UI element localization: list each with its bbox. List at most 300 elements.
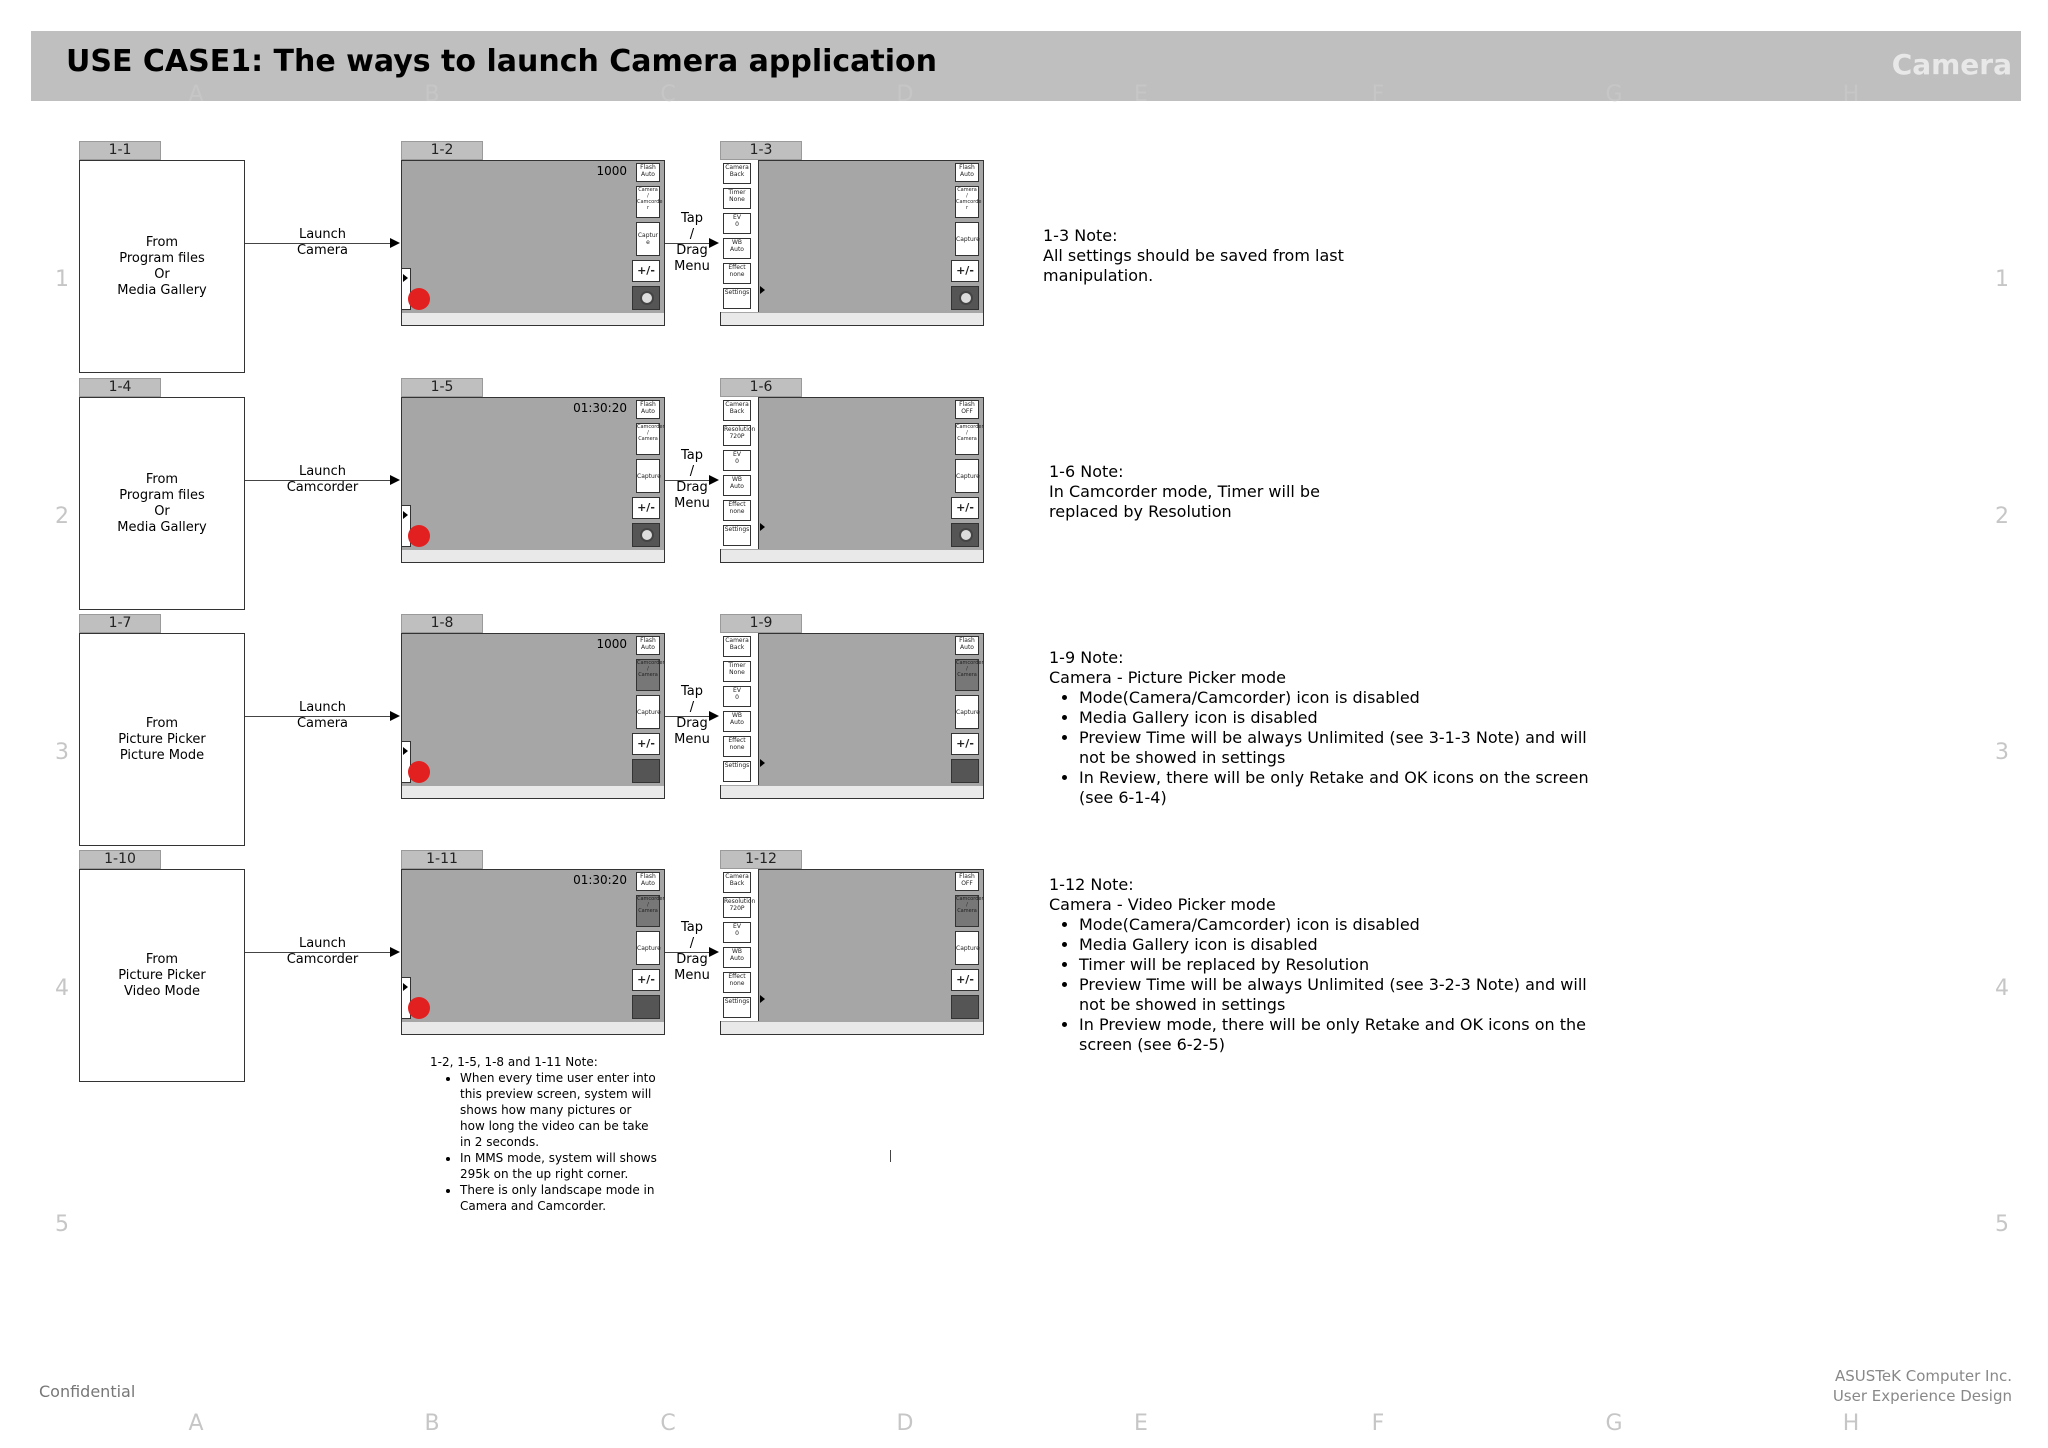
text-line: r: [646, 205, 650, 211]
frame-tab: 1-5: [401, 378, 483, 397]
text-line: Flash: [640, 401, 656, 408]
text-line: Resolution: [724, 898, 756, 905]
capture-button[interactable]: [636, 459, 660, 493]
column-letter-c: C: [660, 1411, 676, 1436]
text-line: Video Mode: [124, 983, 200, 999]
menu-item-wb[interactable]: [723, 711, 751, 732]
gallery-thumbnail-disabled: [951, 995, 979, 1019]
menu-item-camera[interactable]: [723, 163, 751, 184]
screen-bottom-bar: [720, 313, 984, 326]
preview-note: [430, 1054, 660, 1214]
note-title: 1-9 Note:: [1049, 648, 1124, 667]
frame-tab: 1-9: [720, 614, 802, 633]
text-line: Menu: [674, 259, 710, 274]
mode-switch-button[interactable]: [955, 186, 982, 218]
drawer-arrow-icon: [760, 759, 765, 767]
mode-switch-button[interactable]: [636, 186, 663, 218]
exposure-button[interactable]: +/-: [632, 969, 660, 991]
text-line: /: [966, 430, 968, 436]
drawer-arrow-icon: [760, 286, 765, 294]
column-letter-h: H: [1842, 1411, 1860, 1436]
flash-button[interactable]: [636, 163, 660, 182]
note-line: Camera - Video Picker mode: [1049, 895, 1276, 914]
flash-button[interactable]: [955, 163, 979, 182]
text-cursor: [890, 1150, 891, 1162]
text-line: Resolution: [724, 426, 756, 433]
drawer-arrow-icon: [403, 747, 408, 755]
text-line: Settings: [724, 762, 750, 769]
text-line: Auto: [641, 408, 655, 415]
text-line: /: [689, 227, 695, 242]
text-line: Auto: [641, 880, 655, 887]
frame-tab: 1-7: [79, 614, 161, 633]
menu-item-wb[interactable]: [723, 238, 751, 259]
note-1-3: [1043, 226, 1603, 286]
text-line: Capture: [956, 708, 980, 716]
remaining-counter: 01:30:20: [573, 873, 627, 887]
screen-bottom-bar: [401, 1022, 665, 1035]
screen-bottom-bar: [720, 786, 984, 799]
text-line: Camcorder: [956, 896, 984, 902]
row-number-5: 5: [1995, 1212, 2009, 1237]
menu-item-timer[interactable]: [723, 188, 751, 209]
note-title: 1-12 Note:: [1049, 875, 1134, 894]
text-line: /: [647, 666, 649, 672]
text-line: Program files: [119, 250, 205, 266]
text-line: /: [647, 430, 649, 436]
text-line: Camera: [638, 436, 658, 442]
text-line: Camera: [725, 164, 749, 171]
text-line: Menu: [674, 968, 710, 983]
gallery-thumbnail[interactable]: [632, 286, 660, 310]
text-line: Flash: [959, 873, 975, 880]
text-line: From: [145, 471, 179, 487]
note-title: 1-3 Note:: [1043, 226, 1118, 245]
menu-item-effect[interactable]: [723, 736, 751, 757]
drawer-arrow-icon: [760, 995, 765, 1003]
text-line: 720P: [729, 905, 745, 912]
flash-button[interactable]: [636, 872, 660, 891]
menu-item-settings[interactable]: [723, 761, 751, 782]
text-line: Camera: [957, 672, 977, 678]
text-line: Launch: [298, 700, 347, 715]
text-line: Captur: [637, 232, 659, 239]
text-line: Auto: [730, 246, 744, 253]
column-letter-d: D: [896, 1411, 914, 1436]
text-line: Camera: [638, 187, 658, 193]
column-letter-g: G: [1605, 82, 1623, 107]
text-line: WB: [731, 239, 743, 246]
drawer-arrow-icon: [403, 983, 408, 991]
text-line: Launch: [298, 464, 347, 479]
capture-button[interactable]: [955, 695, 979, 729]
menu-item-ev[interactable]: [723, 450, 751, 471]
text-line: none: [729, 271, 745, 278]
text-line: Launch: [298, 936, 347, 951]
mode-switch-button: [955, 659, 984, 691]
text-line: Flash: [640, 164, 656, 171]
menu-item-wb[interactable]: [723, 475, 751, 496]
text-line: 0: [735, 930, 739, 937]
camera-lens-icon: [640, 528, 654, 542]
text-line: Camera: [957, 187, 977, 193]
menu-item-resolution[interactable]: [723, 425, 756, 446]
text-line: r: [965, 205, 969, 211]
text-line: Camera: [638, 672, 658, 678]
menu-item-ev[interactable]: [723, 922, 751, 943]
column-letter-e: E: [1134, 82, 1148, 107]
note-bullet: • Media Gallery icon is disabled: [1079, 935, 1609, 955]
text-line: Effect: [728, 501, 746, 508]
text-line: Camcorder: [637, 660, 665, 666]
launch-connector-label: [245, 227, 400, 259]
note-bullets: [1049, 688, 1609, 808]
menu-item-effect[interactable]: [723, 972, 751, 993]
menu-item-camera[interactable]: [723, 636, 751, 657]
text-line: Effect: [728, 264, 746, 271]
row-number-2: 2: [55, 504, 69, 529]
row-number-1: 1: [1995, 267, 2009, 292]
frame-tab: 1-2: [401, 141, 483, 160]
note-line: Camera - Picture Picker mode: [1049, 668, 1286, 687]
exposure-button[interactable]: +/-: [951, 733, 979, 755]
frame-tab: 1-8: [401, 614, 483, 633]
text-line: Camera: [725, 637, 749, 644]
source-text: [117, 472, 206, 536]
text-line: Capture: [637, 708, 661, 716]
column-letter-d: D: [896, 82, 914, 107]
capture-button[interactable]: [955, 931, 979, 965]
text-line: Timer: [728, 189, 746, 196]
text-line: WB: [731, 712, 743, 719]
note-line: replaced by Resolution: [1049, 502, 1232, 521]
text-line: Media Gallery: [117, 282, 207, 298]
text-line: Camcorder: [286, 952, 359, 967]
gallery-thumbnail-disabled: [632, 995, 660, 1019]
capture-button[interactable]: [955, 222, 979, 256]
text-line: Back: [729, 408, 745, 415]
capture-button[interactable]: [636, 695, 660, 729]
footer-company: [1833, 1366, 2012, 1406]
preview-note-bullet: • In MMS mode, system will shows 295k on the up right corner.: [460, 1150, 660, 1182]
text-line: Picture Picker: [118, 967, 206, 983]
text-line: Capture: [956, 944, 980, 952]
text-line: Back: [729, 171, 745, 178]
gallery-thumbnail[interactable]: [951, 523, 979, 547]
preview-screen: [401, 397, 665, 551]
exposure-button[interactable]: +/-: [951, 260, 979, 282]
text-line: 0: [735, 694, 739, 701]
note-bullet: • Mode(Camera/Camcorder) icon is disabled: [1079, 688, 1609, 708]
source-text: [118, 952, 206, 1000]
text-line: 0: [735, 458, 739, 465]
app-name: Camera: [1891, 48, 2012, 81]
column-letter-f: F: [1371, 82, 1385, 107]
text-line: Camera: [725, 873, 749, 880]
text-line: Flash: [959, 164, 975, 171]
mode-switch-button[interactable]: [955, 423, 984, 455]
text-line: Drag: [676, 952, 708, 967]
menu-item-resolution[interactable]: [723, 897, 756, 918]
text-line: Camcorder: [286, 480, 359, 495]
camera-lens-icon: [959, 528, 973, 542]
text-line: Auto: [641, 171, 655, 178]
text-line: None: [729, 196, 745, 203]
record-indicator: [408, 288, 430, 310]
text-line: Camera: [638, 908, 658, 914]
text-line: none: [729, 744, 745, 751]
footer-department: User Experience Design: [1832, 1387, 2012, 1405]
frame-tab: 1-12: [720, 850, 802, 869]
text-line: Camcorde: [637, 199, 663, 205]
mode-switch-button: [636, 895, 665, 927]
launch-connector-label: [245, 936, 400, 968]
text-line: From: [145, 234, 179, 250]
note-bullet: • Media Gallery icon is disabled: [1079, 708, 1609, 728]
text-line: Tap: [680, 684, 703, 699]
text-line: Camera: [296, 716, 349, 731]
frame-tab: 1-10: [79, 850, 161, 869]
remaining-counter: 1000: [596, 637, 627, 651]
frame-tab: 1-1: [79, 141, 161, 160]
drawer-arrow-icon: [760, 523, 765, 531]
record-indicator: [408, 525, 430, 547]
column-letter-a: A: [188, 1411, 204, 1436]
source-box: [79, 869, 245, 1082]
exposure-button[interactable]: +/-: [632, 260, 660, 282]
mode-switch-button: [636, 659, 665, 691]
remaining-counter: 01:30:20: [573, 401, 627, 415]
text-line: Drag: [676, 243, 708, 258]
launch-connector-label: [245, 700, 400, 732]
text-line: Camcorder: [637, 424, 665, 430]
text-line: Timer: [728, 662, 746, 669]
launch-connector-label: [245, 464, 400, 496]
capture-button[interactable]: [636, 222, 660, 256]
note-bullet: • Preview Time will be always Unlimited (see 3-2-3 Note) and will not be showed in settings: [1079, 975, 1609, 1015]
capture-button[interactable]: [636, 931, 660, 965]
screen-bottom-bar: [401, 550, 665, 563]
flash-button[interactable]: [636, 636, 660, 655]
menu-item-wb[interactable]: [723, 947, 751, 968]
text-line: Camcorder: [637, 896, 665, 902]
camera-lens-icon: [959, 291, 973, 305]
preview-screen: [401, 633, 665, 787]
text-line: /: [647, 902, 649, 908]
text-line: EV: [733, 451, 741, 458]
row-number-5: 5: [55, 1212, 69, 1237]
screen-bottom-bar: [401, 786, 665, 799]
gallery-thumbnail[interactable]: [951, 286, 979, 310]
flash-button[interactable]: [955, 400, 979, 419]
text-line: Auto: [730, 719, 744, 726]
text-line: Or: [154, 266, 170, 282]
screen-bottom-bar: [720, 1022, 984, 1035]
preview-screen: [401, 869, 665, 1023]
text-line: Back: [729, 880, 745, 887]
menu-connector-label: [665, 684, 719, 748]
text-line: Program files: [119, 487, 205, 503]
preview-note-bullet: • There is only landscape mode in Camera and Camcorder.: [460, 1182, 660, 1214]
menu-item-camera[interactable]: [723, 400, 751, 421]
preview-note-list: [430, 1070, 660, 1214]
source-box: [79, 397, 245, 610]
menu-connector-label: [665, 211, 719, 275]
screen-bottom-bar: [401, 313, 665, 326]
text-line: EV: [733, 923, 741, 930]
column-letter-b: B: [424, 1411, 440, 1436]
row-number-4: 4: [55, 976, 69, 1001]
preview-screen: [401, 160, 665, 314]
menu-connector-label: [665, 920, 719, 984]
text-line: Tap: [680, 448, 703, 463]
note-bullet: • Preview Time will be always Unlimited (see 3-1-3 Note) and will not be showed in settings: [1079, 728, 1609, 768]
text-line: /: [689, 464, 695, 479]
preview-note-bullet: • When every time user enter into this preview screen, system will shows how many pictures or how long the video can be take in 2 seconds.: [460, 1070, 660, 1150]
text-line: Media Gallery: [117, 519, 207, 535]
note-line: All settings should be saved from last: [1043, 246, 1344, 265]
menu-item-settings[interactable]: [723, 525, 751, 546]
row-number-1: 1: [55, 267, 69, 292]
menu-item-camera[interactable]: [723, 872, 751, 893]
menu-connector-label: [665, 448, 719, 512]
flash-button[interactable]: [955, 636, 979, 655]
text-line: Auto: [730, 955, 744, 962]
drawer-arrow-icon: [403, 511, 408, 519]
menu-item-settings[interactable]: [723, 997, 751, 1018]
text-line: Picture Mode: [119, 747, 205, 763]
screen-bottom-bar: [720, 550, 984, 563]
text-line: Camera: [957, 436, 977, 442]
text-line: /: [647, 193, 649, 199]
text-line: /: [966, 902, 968, 908]
row-number-3: 3: [55, 740, 69, 765]
text-line: 720P: [729, 433, 745, 440]
text-line: EV: [733, 687, 741, 694]
note-1-9: [1049, 648, 1609, 808]
text-line: Auto: [730, 483, 744, 490]
row-number-3: 3: [1995, 740, 2009, 765]
capture-button[interactable]: [955, 459, 979, 493]
exposure-button[interactable]: +/-: [632, 733, 660, 755]
camera-lens-icon: [640, 291, 654, 305]
exposure-button[interactable]: +/-: [632, 497, 660, 519]
exposure-button[interactable]: +/-: [951, 497, 979, 519]
text-line: Or: [154, 503, 170, 519]
text-line: EV: [733, 214, 741, 221]
text-line: Launch: [298, 227, 347, 242]
text-line: /: [966, 193, 968, 199]
text-line: None: [729, 669, 745, 676]
frame-tab: 1-6: [720, 378, 802, 397]
menu-item-ev[interactable]: [723, 213, 751, 234]
preview-note-title: 1-2, 1-5, 1-8 and 1-11 Note:: [430, 1055, 598, 1069]
menu-item-effect[interactable]: [723, 500, 751, 521]
exposure-button[interactable]: +/-: [951, 969, 979, 991]
text-line: Camera: [725, 401, 749, 408]
note-bullets: [1049, 915, 1609, 1055]
text-line: WB: [731, 948, 743, 955]
drawer-arrow-icon: [403, 274, 408, 282]
source-text: [118, 716, 206, 764]
text-line: Auto: [960, 171, 974, 178]
text-line: Camcorder: [956, 660, 984, 666]
text-line: Camera: [296, 243, 349, 258]
note-line: manipulation.: [1043, 266, 1154, 285]
text-line: Drag: [676, 716, 708, 731]
mode-switch-button[interactable]: [636, 423, 665, 455]
text-line: Camera: [957, 908, 977, 914]
flash-button[interactable]: [955, 872, 979, 891]
text-line: none: [729, 508, 745, 515]
text-line: Capture: [637, 944, 661, 952]
text-line: Flash: [959, 401, 975, 408]
text-line: Capture: [637, 472, 661, 480]
record-indicator: [408, 761, 430, 783]
row-number-4: 4: [1995, 976, 2009, 1001]
source-text: [117, 235, 206, 299]
text-line: Tap: [680, 920, 703, 935]
note-bullet: • Mode(Camera/Camcorder) icon is disabled: [1079, 915, 1609, 935]
gallery-thumbnail-disabled: [951, 759, 979, 783]
text-line: OFF: [961, 880, 973, 887]
text-line: Settings: [724, 998, 750, 1005]
note-1-6: [1049, 462, 1609, 522]
mode-switch-button: [955, 895, 984, 927]
footer-confidential: Confidential: [39, 1382, 136, 1401]
footer-company-name: ASUSTeK Computer Inc.: [1834, 1367, 2012, 1385]
column-letter-h: H: [1842, 82, 1860, 107]
text-line: Effect: [728, 737, 746, 744]
menu-item-ev[interactable]: [723, 686, 751, 707]
note-title: 1-6 Note:: [1049, 462, 1124, 481]
frame-tab: 1-4: [79, 378, 161, 397]
text-line: Flash: [640, 637, 656, 644]
text-line: Settings: [724, 526, 750, 533]
text-line: Settings: [724, 289, 750, 296]
column-letter-b: B: [424, 82, 440, 107]
menu-item-settings[interactable]: [723, 288, 751, 309]
text-line: 0: [735, 221, 739, 228]
text-line: Capture: [956, 235, 980, 243]
text-line: /: [689, 700, 695, 715]
text-line: Camcorde: [956, 199, 982, 205]
text-line: Back: [729, 644, 745, 651]
gallery-thumbnail-disabled: [632, 759, 660, 783]
text-line: e: [646, 239, 650, 246]
source-box: [79, 633, 245, 846]
text-line: /: [966, 666, 968, 672]
flash-button[interactable]: [636, 400, 660, 419]
page-title: USE CASE1: The ways to launch Camera application: [66, 44, 938, 79]
menu-item-timer[interactable]: [723, 661, 751, 682]
note-bullet: • Timer will be replaced by Resolution: [1079, 955, 1609, 975]
note-line: In Camcorder mode, Timer will be: [1049, 482, 1320, 501]
text-line: Effect: [728, 973, 746, 980]
remaining-counter: 1000: [596, 164, 627, 178]
gallery-thumbnail[interactable]: [632, 523, 660, 547]
column-letter-c: C: [660, 82, 676, 107]
text-line: Picture Picker: [118, 731, 206, 747]
column-letter-e: E: [1134, 1411, 1148, 1436]
frame-tab: 1-11: [401, 850, 483, 869]
frame-tab: 1-3: [720, 141, 802, 160]
column-letter-a: A: [188, 82, 204, 107]
text-line: Menu: [674, 732, 710, 747]
menu-item-effect[interactable]: [723, 263, 751, 284]
text-line: From: [145, 715, 179, 731]
text-line: Auto: [960, 644, 974, 651]
